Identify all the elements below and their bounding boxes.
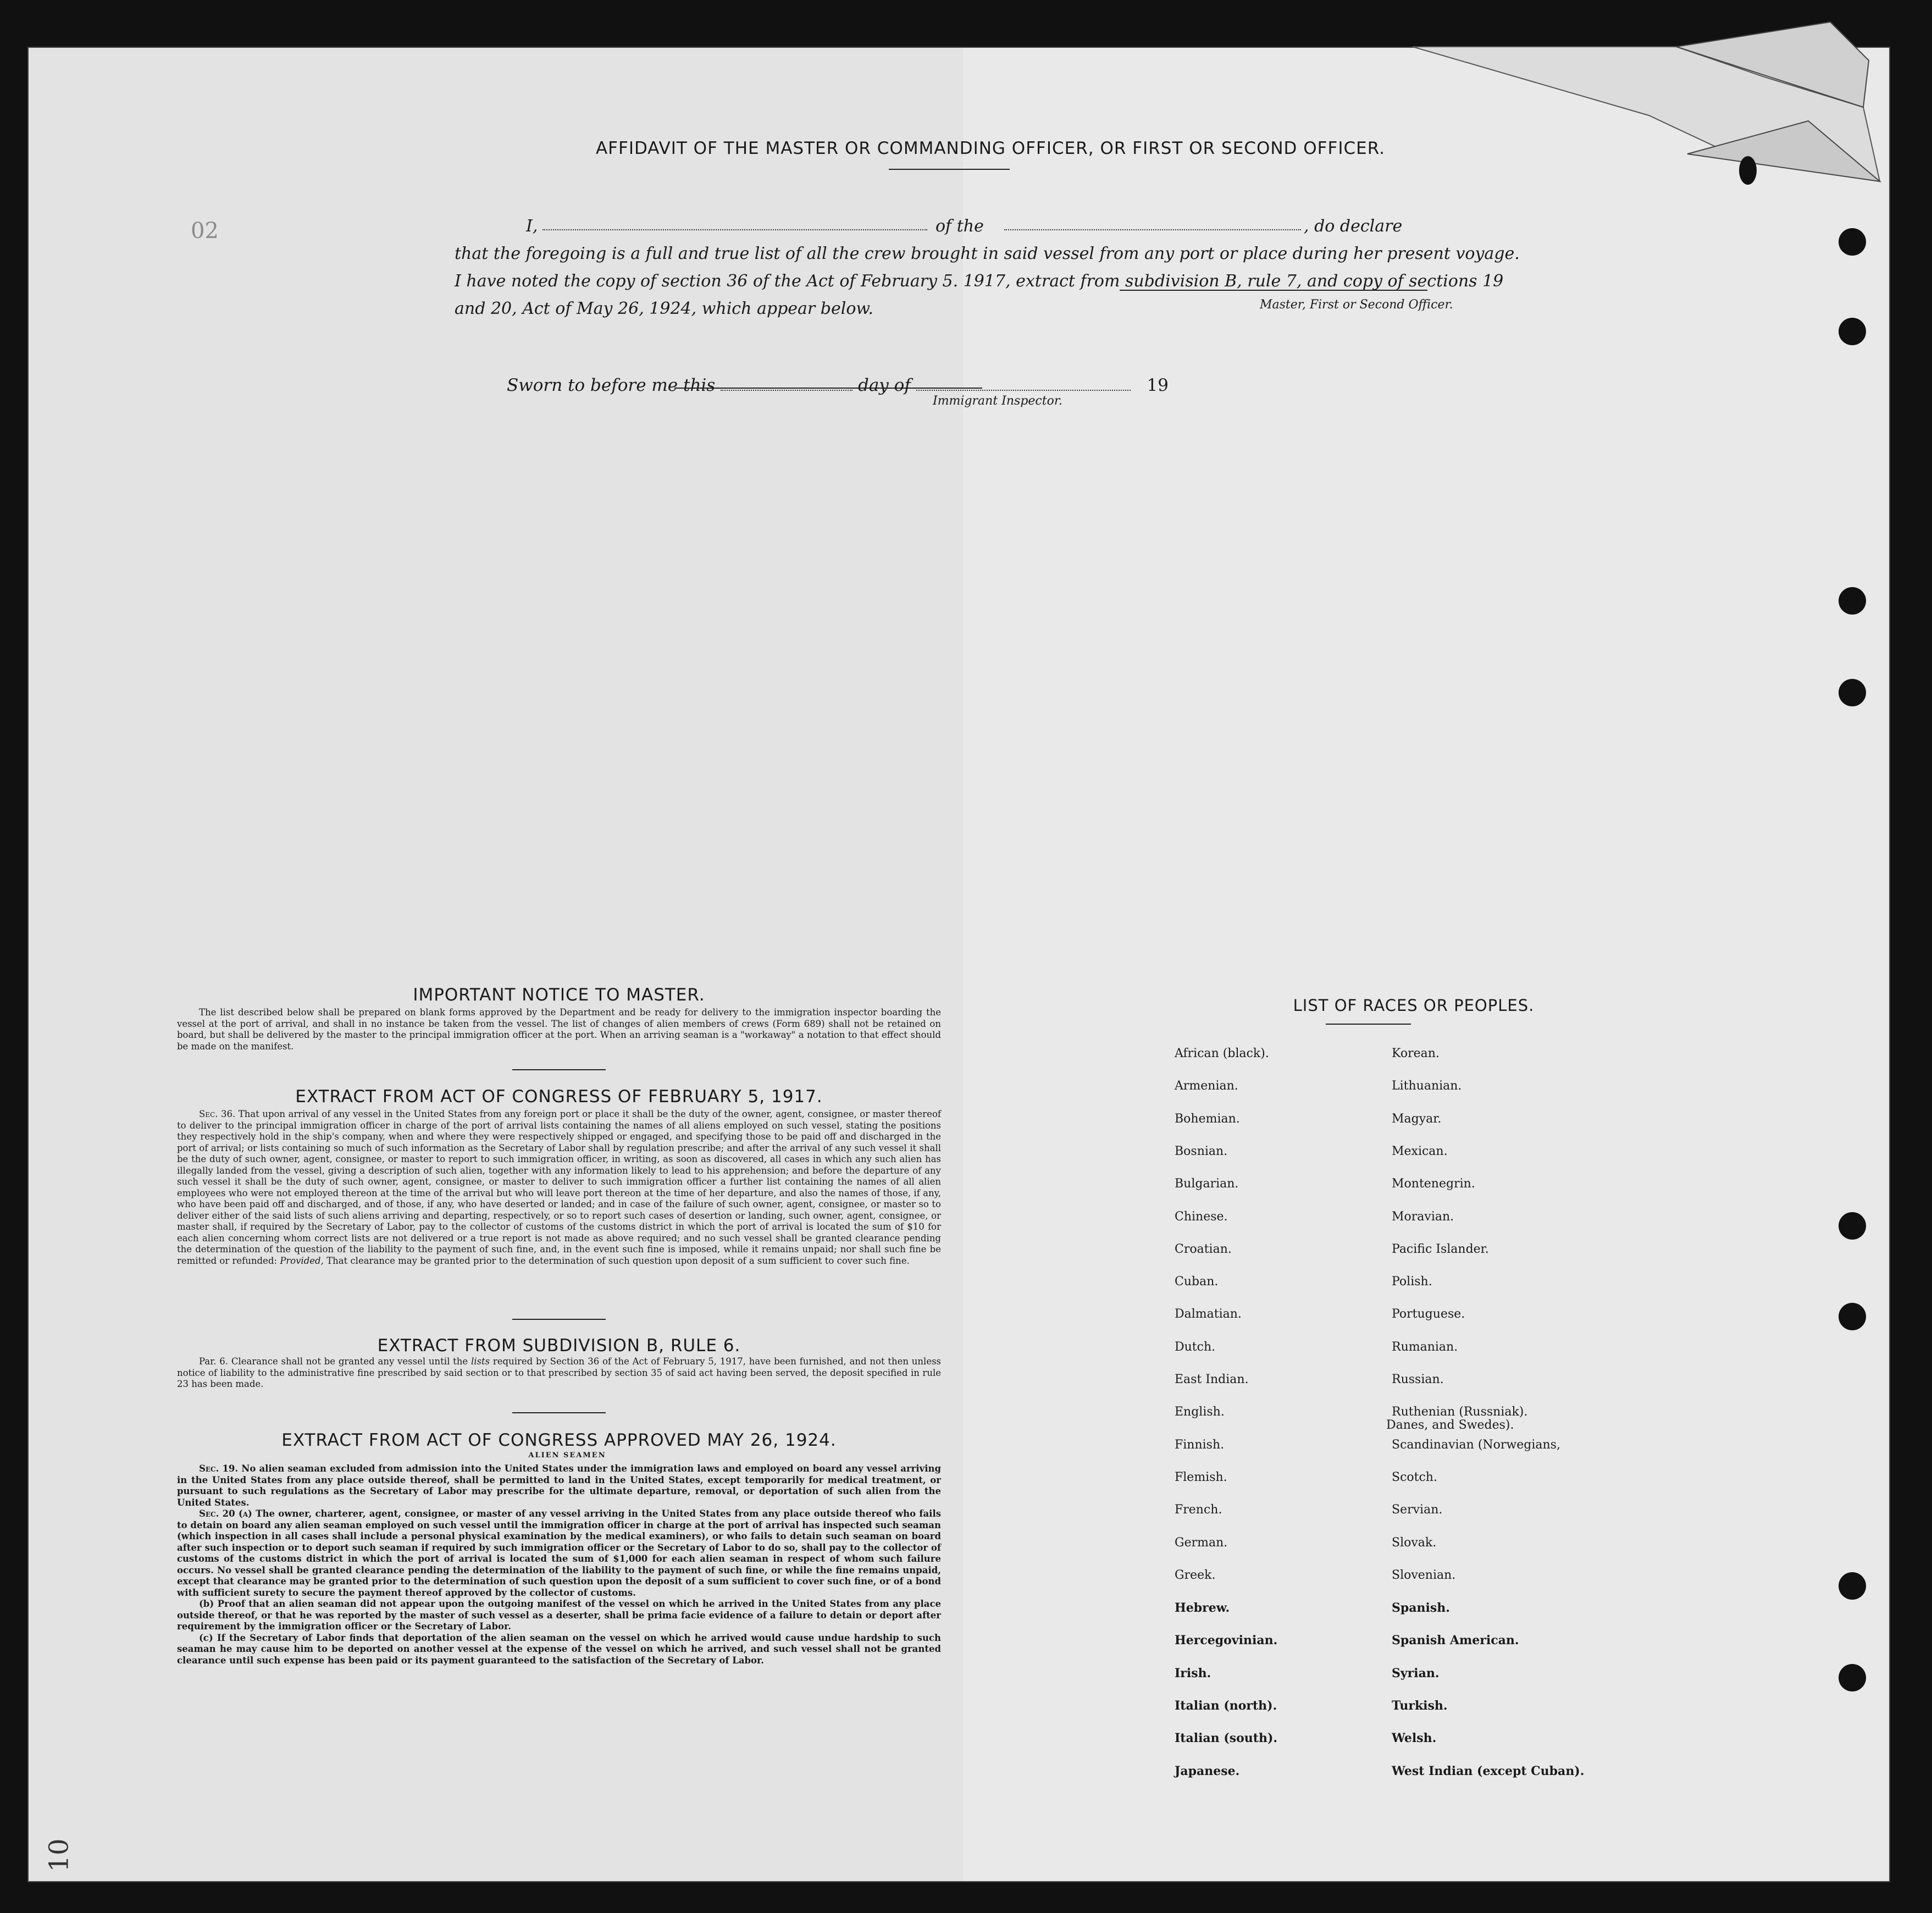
race-right-item: Polish. bbox=[1392, 1275, 1432, 1289]
race-right-item: Welsh. bbox=[1392, 1731, 1437, 1745]
sec-20b-text: Proof that an alien seaman did not appear upon the outgoing manifest of the vessel on which he arrived in the United States from any place outside thereof, or that he was reported by the master of such vessel as a deserter, shall be prima facie evidence of a failure to detain or deport after requirement by the immigration officer or the Secretary of Labor. bbox=[177, 1599, 941, 1632]
race-left-item: Hebrew. bbox=[1175, 1601, 1230, 1615]
rule-6-body bbox=[177, 1356, 941, 1390]
race-left-item: Dutch. bbox=[1175, 1340, 1216, 1354]
race-left-item: Greek. bbox=[1175, 1568, 1216, 1582]
race-left-item: Japanese. bbox=[1175, 1764, 1240, 1778]
race-right-item: Moravian. bbox=[1392, 1210, 1454, 1224]
sec-36-text: That upon arrival of any vessel in the United States from any foreign port or place it shall be the duty of the owner, agent, consignee, or master thereof to deliver to the principal immigration officer in charge of the port of arrival lists containing the names of all aliens employed on such vessel, stating the positions they respectively hold in the ship's company, when and where they were respectively shipped or engaged, and specifying those to be paid off and discharged in the port of arrival; or lists containing so much of such information as the Secretary of Labor shall by regulation prescribe; and after the arrival of any such vessel it shall be the duty of such owner, agent, consignee, or master to report to such immigration officer, in writing, as soon as discovered, all cases in which any such alien has illegally landed from the vessel, giving a description of such alien, together with any information likely to lead to his apprehension; and before the departure of any such vessel it shall be the duty of such owner, agent, consignee, or master to deliver to such immigration officer a further list containing the names of all alien employees who were not employed thereon at the time of the arrival but who will leave port thereon at the time of her departure, and also the names of those, if any, who have been paid off and discharged, and of those, if any, who have deserted or landed; and in case of the failure of such owner, agent, consignee, or master so to deliver either of the said lists of such aliens arriving and departing, respectively, or so to report such cases of desertion or landing, such owner, agent, consignee, or master shall, if required by the Secretary of Labor, pay to the collector of customs of the customs district in which the port of arrival is located the sum of $10 for each alien concerning whom correct lists are not delivered or a true report is not made as above required; and no such vessel shall be granted clearance pending the determination of the question of the liability to the payment of such fine, and, in the event such fine is imposed, while it remains unpaid; nor shall such fine be remitted or refunded: bbox=[177, 1109, 941, 1266]
race-right-item: Pacific Islander. bbox=[1392, 1242, 1489, 1256]
race-right-item: Slovak. bbox=[1392, 1536, 1437, 1550]
race-right-item: Turkish. bbox=[1392, 1699, 1448, 1713]
rule-6-rule bbox=[512, 1412, 606, 1413]
race-right-item: Spanish. bbox=[1392, 1601, 1450, 1615]
extract-1924-title: EXTRACT FROM ACT OF CONGRESS APPROVED MAY 26, 1924. bbox=[281, 1430, 837, 1450]
race-right-item: Syrian. bbox=[1392, 1666, 1440, 1680]
race-left-item: Bulgarian. bbox=[1175, 1177, 1239, 1191]
race-right-item: Korean. bbox=[1392, 1047, 1440, 1060]
race-left-item: Cuban. bbox=[1175, 1275, 1219, 1289]
race-right-item: Scandinavian (Norwegians, bbox=[1392, 1438, 1560, 1452]
sec-36-label: Sec. 36. bbox=[199, 1109, 236, 1119]
race-left-item: African (black). bbox=[1175, 1047, 1269, 1060]
inspector-signature-label: Immigrant Inspector. bbox=[933, 394, 1062, 408]
race-right-item: Montenegrin. bbox=[1392, 1177, 1475, 1191]
race-left-item: Italian (south). bbox=[1175, 1731, 1278, 1745]
declaration-i: I, bbox=[526, 217, 538, 236]
race-left-item: Croatian. bbox=[1175, 1242, 1232, 1256]
race-right-item: Magyar. bbox=[1392, 1112, 1442, 1126]
sec-20c-text: If the Secretary of Labor finds that deportation of the alien seaman on the vessel on which he arrived would cause undue hardship to such seaman he may cause him to be deported on another vessel at the expense of the vessel on which he arrived, and such vessel shall not be granted clearance until such expense has been paid or its payment guaranteed to the satisfaction of the Secretary of Labor. bbox=[177, 1632, 941, 1666]
notice-rule bbox=[512, 1069, 606, 1070]
declaration-of-the: of the bbox=[935, 217, 984, 236]
sec-19-label: Sec. 19. bbox=[199, 1463, 239, 1474]
race-left-item: Dalmatian. bbox=[1175, 1307, 1242, 1321]
race-left-item: English. bbox=[1175, 1405, 1225, 1419]
master-signature-label: Master, First or Second Officer. bbox=[1260, 298, 1453, 312]
race-left-item: Bosnian. bbox=[1175, 1145, 1228, 1158]
extract-1917-rule bbox=[512, 1319, 606, 1320]
race-right-item: West Indian (except Cuban). bbox=[1392, 1764, 1585, 1778]
master-signature-line bbox=[1120, 290, 1427, 291]
races-title-rule bbox=[1326, 1024, 1411, 1025]
race-left-item: Armenian. bbox=[1175, 1079, 1238, 1093]
race-left-item: French. bbox=[1175, 1503, 1222, 1517]
race-right-item: Mexican. bbox=[1392, 1145, 1448, 1158]
proviso-label: Provided, bbox=[280, 1255, 324, 1266]
race-left-item: Italian (north). bbox=[1175, 1699, 1277, 1713]
punch-hole bbox=[1839, 1664, 1866, 1691]
proviso-text: That clearance may be granted prior to the determination of such question upon deposit of a sum sufficient to cover such fine. bbox=[326, 1255, 910, 1266]
race-right-item: Servian. bbox=[1392, 1503, 1443, 1517]
race-left-item: German. bbox=[1175, 1536, 1228, 1550]
sworn-day-of: day of bbox=[857, 375, 911, 395]
par-6-label: Par. 6. bbox=[199, 1356, 229, 1367]
sec-20c-label: (c) bbox=[199, 1632, 213, 1643]
race-left-item: Chinese. bbox=[1175, 1210, 1228, 1224]
race-left-item: Bohemian. bbox=[1175, 1112, 1240, 1126]
race-right-item: Rumanian. bbox=[1392, 1340, 1458, 1354]
sec-20b-label: (b) bbox=[199, 1599, 214, 1609]
margin-handwritten-mark: 10 bbox=[43, 1838, 75, 1872]
punch-hole bbox=[1839, 318, 1866, 345]
punch-hole bbox=[1839, 228, 1866, 256]
declaration-do-declare: , do declare bbox=[1304, 217, 1403, 236]
sworn-year: 19 bbox=[1147, 375, 1169, 395]
notice-title: IMPORTANT NOTICE TO MASTER. bbox=[413, 985, 705, 1005]
race-left-item: Irish. bbox=[1175, 1666, 1211, 1680]
sworn-line bbox=[507, 375, 1169, 395]
race-right-item: Portuguese. bbox=[1392, 1307, 1465, 1321]
sworn-text: Sworn to before me this bbox=[507, 375, 716, 395]
sec-19-text: No alien seaman excluded from admission into the United States under the immigration laws and employed on board any vessel arriving in the United States from any place outside thereof, shall be permitted to land in the United States, except temporarily for medical treatment, or pursuant to such regulations as the Secretary of Labor may prescribe for the ultimate departure, removal, or deportation of such alien from the United States. bbox=[177, 1463, 941, 1508]
rule-6-title: EXTRACT FROM SUBDIVISION B, RULE 6. bbox=[377, 1336, 741, 1356]
race-right-item: Ruthenian (Russniak). bbox=[1392, 1405, 1528, 1419]
race-left-item: Flemish. bbox=[1175, 1470, 1227, 1484]
race-right-item: Lithuanian. bbox=[1392, 1079, 1462, 1093]
punch-hole bbox=[1839, 587, 1866, 615]
race-left-item: Hercegovinian. bbox=[1175, 1633, 1278, 1647]
sworn-day-blank bbox=[721, 390, 852, 391]
rule-6-text-b: required by Section 36 of the Act of February 5, 1917, have been furnished, and not then unless notice of liability to the administrative fine prescribed by said section or to that prescribed by section 35 of said act having been served, the deposit specified in rule 23 has been made. bbox=[177, 1356, 942, 1389]
margin-number-mark: 02 bbox=[191, 218, 219, 244]
inspector-signature-line bbox=[674, 388, 982, 389]
race-continuation: Danes, and Swedes). bbox=[1386, 1418, 1514, 1432]
name-blank bbox=[542, 229, 927, 230]
sworn-month-blank bbox=[916, 390, 1131, 391]
extract-1917-title: EXTRACT FROM ACT OF CONGRESS OF FEBRUARY 5, 1917. bbox=[295, 1087, 823, 1107]
notice-body bbox=[177, 1007, 941, 1052]
declaration-line-2: that the foregoing is a full and true list of all the crew brought in said vessel from any port or place during her present voyage. bbox=[455, 244, 1520, 263]
race-left-item: Finnish. bbox=[1175, 1438, 1225, 1452]
race-right-item: Scotch. bbox=[1392, 1470, 1437, 1484]
vessel-blank bbox=[1004, 229, 1301, 230]
document-sheet bbox=[27, 47, 1890, 1882]
declaration-line-3: I have noted the copy of section 36 of the Act of February 5. 1917, extract from subdivision B, rule 7, and copy of sections 19 bbox=[455, 272, 1504, 291]
affidavit-title: AFFIDAVIT OF THE MASTER OR COMMANDING OFFICER, OR FIRST OR SECOND OFFICER. bbox=[595, 139, 1386, 158]
punch-hole bbox=[1839, 679, 1866, 706]
punch-hole bbox=[1839, 1303, 1866, 1330]
race-right-item: Russian. bbox=[1392, 1373, 1444, 1386]
notice-paragraph: The list described below shall be prepared on blank forms approved by the Department and be ready for delivery to the immigration inspector boarding the vessel at the port of arrival, and shall in no instance be taken from the vessel. The list of changes of alien members of crews (Form 689) shall not be retained on board, but shall be delivered by the master to the principal immigration officer at the port. When an arriving seaman is a "workaway" a notation to that effect should be made on the manifest. bbox=[177, 1007, 941, 1052]
rule-6-lists-word: lists bbox=[470, 1356, 490, 1367]
race-right-item: Slovenian. bbox=[1392, 1568, 1456, 1582]
race-right-item: Spanish American. bbox=[1392, 1633, 1519, 1647]
rule-6-text-a: Clearance shall not be granted any vessel until the bbox=[231, 1356, 468, 1367]
sec-20a-text: The owner, charterer, agent, consignee, or master of any vessel arriving in the United States from any place outside thereof who fails to detain on board any alien seaman employed on such vessel until the immigration officer in charge at the port of arrival has inspected such seaman (which inspection in all cases shall include a personal physical examination by the medical examiners), or who fails to detain such seaman on board after such inspection or to deport such seaman if required by such immigration officer or the Secretary of Labor to do so, shall pay to the collector of customs of the customs district in which the port of arrival is located the sum of $1,000 for each alien seaman in respect of whom such failure occurs. No vessel shall be granted clearance pending the determination of the liability to the payment of such fine, or while the fine remains unpaid, except that clearance may be granted prior to the determination of such question upon the deposit of a sum sufficient to cover such fine, or of a bond with sufficient surety to secure the payment thereof approved by the collector of customs. bbox=[177, 1508, 942, 1598]
extract-1924-body bbox=[177, 1463, 941, 1666]
races-title: LIST OF RACES OR PEOPLES. bbox=[1293, 996, 1535, 1015]
corner-fold-graphic bbox=[0, 0, 1932, 220]
race-left-item: East Indian. bbox=[1175, 1373, 1249, 1386]
punch-hole bbox=[1839, 1572, 1866, 1600]
punch-hole bbox=[1839, 1212, 1866, 1240]
alien-seamen-subhead: ALIEN SEAMEN bbox=[528, 1451, 606, 1459]
extract-1917-body bbox=[177, 1109, 941, 1267]
declaration-line-4: and 20, Act of May 26, 1924, which appear below. bbox=[455, 299, 874, 318]
sec-20a-label: Sec. 20 (a) bbox=[199, 1508, 252, 1519]
